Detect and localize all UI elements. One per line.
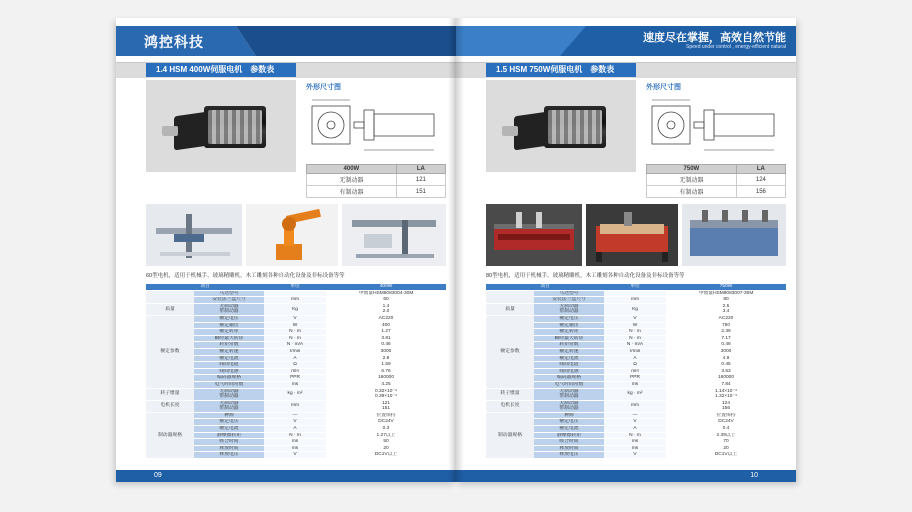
footer-bar [456, 470, 796, 482]
spec-unit: V [264, 315, 326, 322]
spec-value: 1.4 2.0 [326, 303, 446, 315]
spec-unit: ms [604, 445, 666, 452]
spec-param: 释放时间 [534, 445, 604, 452]
spec-unit: kg · m² [604, 388, 666, 400]
spec-unit: A [604, 355, 666, 362]
spec-value: 中惯量HSM6083004-30M [326, 290, 446, 297]
spec-value: 400 [326, 322, 446, 329]
spec-value: 60 [326, 297, 446, 304]
spec-value: DC1V以上 [666, 452, 786, 459]
spec-row [486, 400, 786, 412]
spec-param: 吸合时间 [194, 439, 264, 446]
spec-row [486, 412, 786, 419]
spec-param: 额定电压 [194, 315, 264, 322]
spec-row [486, 315, 786, 322]
spec-value: 0.46 [326, 342, 446, 349]
dimension-drawing [646, 92, 786, 164]
spec-unit: mm [264, 297, 326, 304]
spec-param: 无制动器 带制动器 [194, 400, 264, 412]
spec-value: 1.27以上 [326, 432, 446, 439]
spec-value: 0.3 [326, 426, 446, 433]
spec-unit: Kg [604, 303, 666, 315]
spec-unit: kg · m² [264, 388, 326, 400]
footer-bar [116, 470, 456, 482]
spec-header-value: 400W [326, 284, 446, 290]
spec-param: 线间电阻 [534, 362, 604, 369]
spec-unit: Kg [264, 303, 326, 315]
spec-param: 线间电感 [534, 368, 604, 375]
spec-group-label: 质量 [486, 303, 534, 315]
spec-unit: mm [604, 400, 666, 412]
application-photo [682, 204, 786, 266]
spec-value: 3000 [666, 348, 786, 355]
spec-value: 70 [666, 439, 786, 446]
spec-unit: W [604, 322, 666, 329]
spec-group-label: 转子惯量 [486, 388, 534, 400]
section-title: 1.4 HSM 400W伺服电机 参数表 [146, 63, 296, 77]
spec-value: 80 [666, 297, 786, 304]
spec-unit: A [264, 355, 326, 362]
spec-value: AC220 [666, 315, 786, 322]
spec-value: 1.14×10⁻⁴ 1.32×10⁻⁴ [666, 388, 786, 400]
spec-group-label: 制动器规格 [146, 412, 194, 458]
spec-param: 额定电流 [534, 355, 604, 362]
spec-unit: V [264, 452, 326, 459]
spec-param: 安装法兰盘尺寸 [534, 297, 604, 304]
spec-param: 编码器规格 [194, 375, 264, 382]
slogan-en: Speed under control , energy-efficient natural [686, 44, 786, 50]
spec-row [146, 388, 446, 400]
spec-param: 静摩擦转矩 [534, 432, 604, 439]
spec-unit: N · m/A [264, 342, 326, 349]
left-page [116, 18, 456, 482]
page-number: 09 [154, 472, 162, 479]
spec-group-label: 电机长度 [486, 400, 534, 412]
spec-unit: mH [264, 368, 326, 375]
spec-param: 线间电阻 [194, 362, 264, 369]
application-photo [586, 204, 678, 266]
spec-param: 额定电压 [534, 419, 604, 426]
spec-unit: ms [264, 445, 326, 452]
spec-unit: PPR [604, 375, 666, 382]
page-number: 10 [750, 472, 758, 479]
spec-param: 种源 [534, 412, 604, 419]
motor-photo [486, 80, 636, 172]
spec-header-unit: 单位 [604, 284, 666, 290]
spec-table [146, 284, 446, 459]
spec-value: 1.27 [326, 329, 446, 336]
drawing-title: 外形尺寸图 [306, 84, 341, 91]
spec-unit: A [264, 426, 326, 433]
spec-value: 中惯量HSM8083007-30M [666, 290, 786, 297]
spec-unit: r/min [604, 348, 666, 355]
spec-unit: PPR [264, 375, 326, 382]
spec-param: 释放电压 [534, 452, 604, 459]
spec-unit: ms [264, 381, 326, 388]
spec-unit: Ω [264, 362, 326, 369]
spec-group-label: 电机长度 [146, 400, 194, 412]
spec-value: 7.84 [666, 381, 786, 388]
spec-param: 释放时间 [194, 445, 264, 452]
spec-value: 124 156 [666, 400, 786, 412]
spec-value: 2.5 3.4 [666, 303, 786, 315]
book-gutter [448, 18, 464, 482]
spec-param: 转矩常数 [534, 342, 604, 349]
spec-header-item: 项目 [146, 284, 264, 290]
application-photo [246, 204, 338, 266]
spec-param: 电气时间常数 [534, 381, 604, 388]
spec-unit: mH [604, 368, 666, 375]
spec-unit: N · m [264, 329, 326, 336]
spec-value: 50 [326, 439, 446, 446]
application-desc: 80型电机，适用于机械手，玻璃精雕机，木工雕刻各种自动化设备及非标设备等等 [486, 273, 685, 279]
spec-param: 无制动器 带制动器 [194, 388, 264, 400]
spec-value: 6.76 [326, 368, 446, 375]
spec-row [146, 412, 446, 419]
application-desc: 60型电机，适用于机械手，玻璃精雕机，木工雕刻各种自动化设备及非标设备等等 [146, 273, 345, 279]
spec-unit: r/min [264, 348, 326, 355]
spec-value: 4.9 [666, 355, 786, 362]
spec-param: 额定电压 [534, 315, 604, 322]
application-photo [486, 204, 582, 266]
spec-table [486, 284, 786, 459]
spec-value: 位置保持 [666, 412, 786, 419]
spec-unit: — [604, 412, 666, 419]
spec-value: 0.48 [666, 342, 786, 349]
spec-group-label: 额定参数 [146, 315, 194, 388]
spec-row [486, 303, 786, 315]
spec-unit: N · m [604, 335, 666, 342]
spec-value: 160000 [666, 375, 786, 382]
spec-value: 0.32×10⁻⁴ 0.39×10⁻⁴ [326, 388, 446, 400]
drawing-title: 外形尺寸图 [646, 84, 681, 91]
spec-param: 无制动器 带制动器 [194, 303, 264, 315]
spec-row [146, 290, 446, 297]
right-page [456, 18, 796, 482]
spec-param: 额定转速 [534, 348, 604, 355]
spec-param: 额定电流 [194, 426, 264, 433]
spec-param: 无制动器 带制动器 [534, 388, 604, 400]
spec-row [486, 388, 786, 400]
spec-row [146, 315, 446, 322]
spec-group-label: 质量 [146, 303, 194, 315]
spec-group-label [486, 290, 534, 303]
spec-header-unit: 单位 [264, 284, 326, 290]
spec-value: 位置保持 [326, 412, 446, 419]
motor-photo [146, 80, 296, 172]
spec-group-label [146, 290, 194, 303]
spec-value: DC24V [666, 419, 786, 426]
spec-unit: V [604, 419, 666, 426]
application-photo [146, 204, 242, 266]
spec-param: 额定转矩 [534, 329, 604, 336]
spec-param: 额定电流 [534, 426, 604, 433]
spec-param: 静摩擦转矩 [194, 432, 264, 439]
spec-param: 转矩常数 [194, 342, 264, 349]
spec-param: 马达型号 [534, 290, 604, 297]
spec-value: 3.53 [666, 368, 786, 375]
spec-param: 瞬时最大转矩 [534, 335, 604, 342]
spec-param: 额定转矩 [194, 329, 264, 336]
spec-param: 无制动器 带制动器 [534, 303, 604, 315]
spec-unit: A [604, 426, 666, 433]
spec-row [146, 400, 446, 412]
spec-group-label: 制动器规格 [486, 412, 534, 458]
spec-value: 20 [326, 445, 446, 452]
spec-param: 额定转速 [194, 348, 264, 355]
length-table: 750W LA 无制动器 124 有制动器 156 [646, 164, 786, 198]
spec-value: DC1V以上 [326, 452, 446, 459]
spec-unit: V [604, 452, 666, 459]
spec-value: 1.59 [326, 362, 446, 369]
length-table: 400W LA 无制动器 121 有制动器 151 [306, 164, 446, 198]
spec-param: 线间电感 [194, 368, 264, 375]
spec-group-label: 转子惯量 [146, 388, 194, 400]
spec-unit: — [264, 412, 326, 419]
dimension-drawing [306, 92, 446, 164]
spec-value: 7.17 [666, 335, 786, 342]
spec-param: 安装法兰盘尺寸 [194, 297, 264, 304]
section-title: 1.5 HSM 750W伺服电机 参数表 [486, 63, 636, 77]
spec-unit: ms [604, 381, 666, 388]
spec-param: 额定电流 [194, 355, 264, 362]
spec-unit [264, 290, 326, 297]
spec-value: 160000 [326, 375, 446, 382]
spec-row [146, 303, 446, 315]
application-photo [342, 204, 446, 266]
spec-param: 吸合时间 [534, 439, 604, 446]
spec-param: 电气时间常数 [194, 381, 264, 388]
spec-value: 3000 [326, 348, 446, 355]
spec-value: 0.4 [666, 426, 786, 433]
spec-unit: N · m [264, 335, 326, 342]
spec-value: 0.45 [666, 362, 786, 369]
spec-unit: N · m [604, 432, 666, 439]
spec-param: 编码器规格 [534, 375, 604, 382]
spec-unit: V [604, 315, 666, 322]
spec-unit: V [264, 419, 326, 426]
spec-group-label: 额定参数 [486, 315, 534, 388]
spec-unit: N · m [264, 432, 326, 439]
spec-unit: Ω [604, 362, 666, 369]
spec-value: 20 [666, 445, 786, 452]
spec-value: 4.25 [326, 381, 446, 388]
spec-value: 2.39以上 [666, 432, 786, 439]
spec-param: 无制动器 带制动器 [534, 400, 604, 412]
spec-unit: N · m/A [604, 342, 666, 349]
brand-name: 鸿控科技 [144, 34, 204, 50]
spec-value: 2.39 [666, 329, 786, 336]
spec-header-value: 750W [666, 284, 786, 290]
spec-unit: ms [264, 439, 326, 446]
spec-unit [604, 290, 666, 297]
spec-unit: mm [604, 297, 666, 304]
spec-value: 121 151 [326, 400, 446, 412]
spec-param: 释放电压 [194, 452, 264, 459]
spec-param: 种源 [194, 412, 264, 419]
spec-unit: ms [604, 439, 666, 446]
spec-param: 马达型号 [194, 290, 264, 297]
spec-header-item: 项目 [486, 284, 604, 290]
spec-row [486, 290, 786, 297]
spec-value: AC220 [326, 315, 446, 322]
spec-unit: W [264, 322, 326, 329]
spec-param: 额定输出 [194, 322, 264, 329]
spec-param: 额定输出 [534, 322, 604, 329]
spec-value: DC24V [326, 419, 446, 426]
spec-unit: N · m [604, 329, 666, 336]
spec-value: 2.8 [326, 355, 446, 362]
spec-value: 3.81 [326, 335, 446, 342]
spec-param: 额定电压 [194, 419, 264, 426]
slogan: 速度尽在掌握，高效自然节能 [643, 32, 786, 44]
spec-unit: mm [264, 400, 326, 412]
spec-param: 瞬时最大转矩 [194, 335, 264, 342]
spec-value: 750 [666, 322, 786, 329]
